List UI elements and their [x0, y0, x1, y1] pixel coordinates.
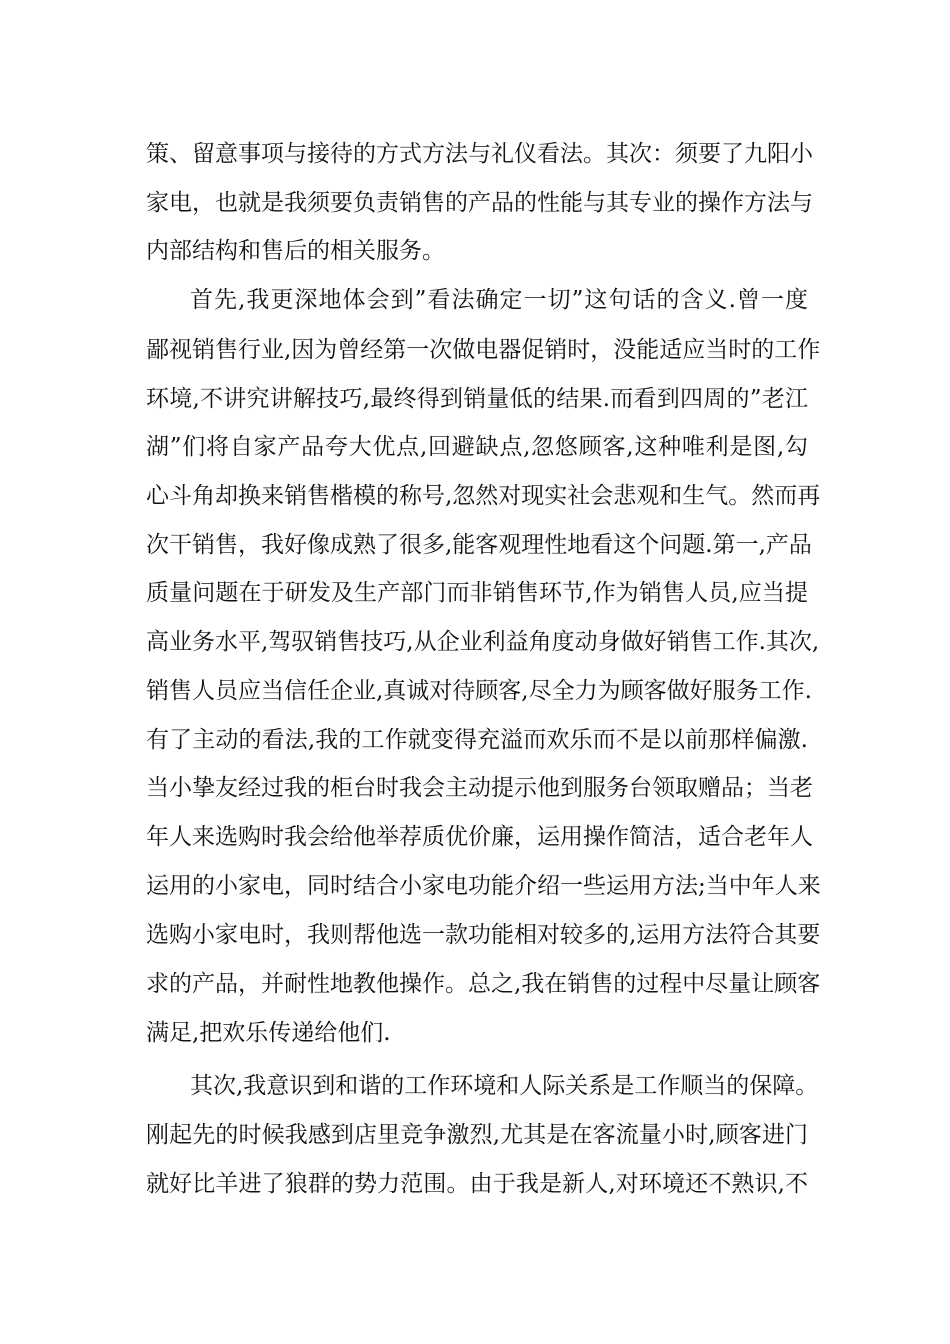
- text-line: 策、留意事项与接待的方式方法与礼仪看法。其次：须要了九阳小: [146, 141, 813, 167]
- text-line: 环境,不讲究讲解技巧,最终得到销量低的结果.而看到四周的”老江: [146, 386, 808, 412]
- text-line: 湖”们将自家产品夸大优点,回避缺点,忽悠顾客,这种唯利是图,勾: [146, 434, 808, 460]
- text-line: 家电，也就是我须要负责销售的产品的性能与其专业的操作方法与: [146, 190, 813, 216]
- text-line: 心斗角却换来销售楷模的称号,忽然对现实社会悲观和生气。然而再: [146, 483, 821, 509]
- paragraph-first-line: 首先,我更深地体会到”看法确定一切”这句话的含义.曾一度: [190, 287, 808, 313]
- text-line: 年人来选购时我会给他举荐质优价廉，运用操作简洁，适合老年人: [146, 824, 813, 850]
- text-line: 当小挚友经过我的柜台时我会主动提示他到服务台领取赠品；当老: [146, 775, 813, 801]
- text-line: 有了主动的看法,我的工作就变得充溢而欢乐而不是以前那样偏激.: [146, 727, 808, 753]
- text-line: 次干销售，我好像成熟了很多,能客观理性地看这个问题.第一,产品: [146, 532, 812, 558]
- text-line: 运用的小家电，同时结合小家电功能介绍一些运用方法;当中年人来: [146, 873, 821, 899]
- text-line: 求的产品，并耐性地教他操作。总之,我在销售的过程中尽量让顾客: [146, 971, 821, 997]
- text-line: 质量问题在于研发及生产部门而非销售环节,作为销售人员,应当提: [146, 580, 808, 606]
- text-line: 鄙视销售行业,因为曾经第一次做电器促销时，没能适应当时的工作: [146, 337, 821, 363]
- text-line: 满足,把欢乐传递给他们.: [146, 1020, 391, 1046]
- text-line: 高业务水平,驾驭销售技巧,从企业利益角度动身做好销售工作.其次,: [146, 629, 820, 655]
- text-line: 选购小家电时，我则帮他选一款功能相对较多的,运用方法符合其要: [146, 922, 821, 948]
- paragraph-first-line: 其次,我意识到和谐的工作环境和人际关系是工作顺当的保障。: [190, 1073, 819, 1099]
- text-line: 销售人员应当信任企业,真诚对待顾客,尽全力为顾客做好服务工作.: [146, 678, 812, 704]
- text-line: 刚起先的时候我感到店里竞争激烈,尤其是在客流量小时,顾客进门: [146, 1122, 808, 1148]
- text-line: 内部结构和售后的相关服务。: [146, 238, 445, 264]
- text-line: 就好比羊进了狼群的势力范围。由于我是新人,对环境还不熟识,不: [146, 1171, 808, 1197]
